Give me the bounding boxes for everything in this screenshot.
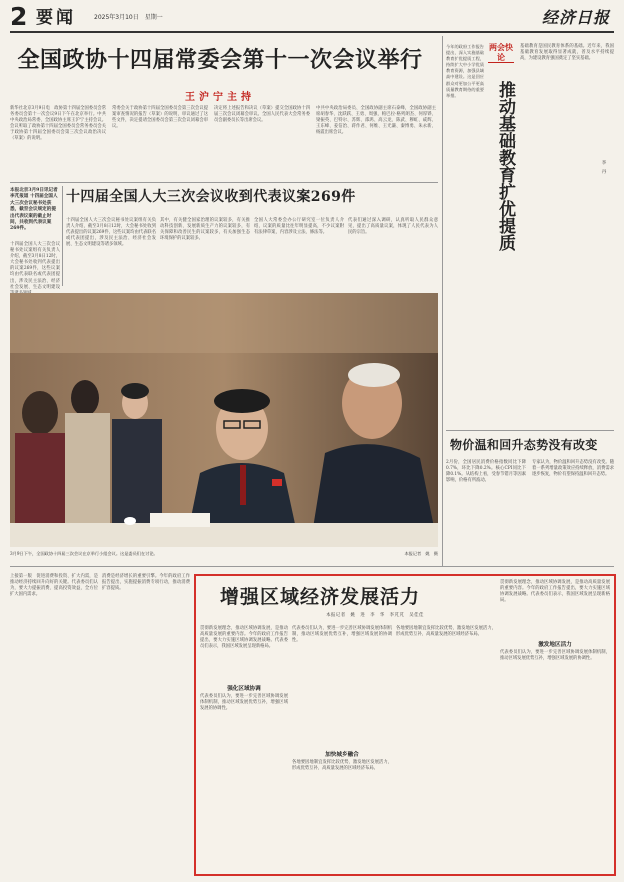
commentary-author: 李 丹: [601, 160, 606, 174]
article2-col4: 代表们通过深入调研，认真听取人民群众意见，提出了高质量议案，体现了人民代表为人民的宗旨。: [348, 218, 438, 236]
article4-col3: 各地要因地制宜发挥比较优势，激发地区发展活力，形成优势互补、高质量发展的区域经济布局。: [396, 626, 496, 638]
newspaper-logo: 经济日报: [541, 8, 610, 27]
article4-headline: 增强区域经济发展活力: [220, 586, 421, 608]
article2-intro: 本报北京3月9日讯记者李芃报道 十四届全国人大三次会议秘书处获悉，截至会议规定的提出代表议案的截止时间，共收到代表议案269件。: [10, 188, 58, 232]
photo-credit: 本报记者 姚 摄: [404, 551, 438, 556]
header-rule: [10, 31, 614, 33]
article4-subhead3: 激发地区活力: [538, 642, 572, 648]
article1-col4: 中共中央政治局委员、全国政协副主席石泰峰，全国政协副主席胡春华、沈跃跃、王勇、周强、帕巴拉·格列朗杰、何厚铧、梁振英、巴特尔、苏辉、邵鸿、高云龙、陈武、穆虹、咸辉、王东峰、姜信治、蒋作君、何维、王光谦、秦博勇、朱永新、杨震出席会议。: [316, 106, 436, 136]
article4-subhead1: 强化区域协调: [227, 686, 261, 692]
article1-headline: 全国政协十四届常委会第十一次会议举行: [17, 48, 423, 73]
commentary-tag: 两会快论: [489, 42, 513, 62]
news-photo: [10, 293, 438, 547]
commentary-headline: 推动基础教育扩优提质: [495, 81, 515, 251]
article1-subhead: 王沪宁主持: [185, 92, 255, 103]
article2-headline: 十四届全国人大三次会议收到代表议案269件: [66, 189, 356, 205]
bottom-col1: 上接第一版 促进消费和投资、扩大内需，是推动经济持续回升向好的关键。代表委员们认为，要大力提振消费、提高投资效益，全方位扩大国内需求。: [10, 574, 98, 598]
bottom-col2: 消费是经济增长的重要引擎。今年的政府工作报告提出，实施提振消费专项行动，推动消费扩容提质。: [102, 574, 190, 592]
photo-illustration: [10, 293, 438, 547]
article3-col2: 专家认为，物价温和回升态势没有改变。随着一系列增量政策效应持续释放，消费需求逐步恢复，物价有望保持温和回升态势。: [532, 460, 614, 478]
commentary-col2: 基础教育是国民教育体系的基础。近年来，我国基础教育发展取得显著成就，普及水平持续提高，为建设教育强国奠定了坚实基础。: [520, 44, 614, 62]
divider: [446, 430, 614, 431]
photo-caption: 3月9日下午，全国政协十四届三次会议在京举行小组会议。这是委员们在讨论。: [10, 551, 158, 556]
section-title: 要闻: [36, 8, 76, 28]
article2-col1: 十四届全国人大三次会议秘书处议案组有关负责人介绍，截至3月8日12时，大会秘书处收到代表提出的议案269件，这些议案均由代表联名或代表团提出，涉及民主法治、经济社会发展、生态文明建设等诸多领域。: [66, 218, 156, 248]
page-number: 2: [10, 2, 28, 31]
divider: [10, 182, 438, 183]
article4-col2: 代表委员们认为，要进一步完善区域协调发展体制机制，推动区域发展优势互补，增强区域发展的协调性。: [292, 626, 392, 644]
article3-col1: 2月份，全国居民消费价格指数同比下降0.7%，环比下降0.2%。核心CPI同比下降0.1%。从结构上看，受春节错月等因素影响，价格有所波动。: [446, 460, 526, 484]
article1-col3: 决定将上述报告和决议（草案）提交全国政协十四届三次会议闭幕会审议。全国人民代表大会常务委员会副委员长等出席会议。: [214, 106, 310, 124]
article4-col4-top: 贯彻新发展理念，推动区域协调发展，是推动高质量发展的重要内容。今年的政府工作报告提出，要大力实施区域协调发展战略。代表委员们表示，我国区域发展呈现新格局。: [500, 580, 610, 604]
column-divider: [442, 36, 443, 566]
article4-col1b: 代表委员们认为，要进一步完善区域协调发展体制机制，推动区域发展优势互补，增强区域发展的协调性。: [200, 694, 288, 712]
column-divider: [62, 186, 63, 286]
article4-col4: 代表委员们认为，要进一步完善区域协调发展体制机制，推动区域发展优势互补，增强区域发展的协调性。: [500, 650, 610, 662]
divider: [10, 566, 614, 567]
article4-col2b: 各地要因地制宜发挥比较优势，激发地区发展活力，形成优势互补、高质量发展的区域经济布局。: [292, 760, 392, 772]
article2-col2: 其中，有关健全国家治理的议案较多，有关推动科技创新、发展新质生产力的议案较多，有关保障和改善民生的议案较多，有关加强生态环境保护的议案较多。: [160, 218, 250, 242]
article4-byline: 本报记者 姚 进 李 华 李芃芃 吴佳佳: [326, 613, 424, 618]
commentary-col1: 今年的政府工作报告提出，深入实施基础教育扩优提质工程，持续扩大中小学优质教育资源，加强县域高中建设。这是回应群众对更加公平更高质量教育期待的重要举措。: [446, 44, 484, 98]
article4-col1: 贯彻新发展理念，推动区域协调发展，是推动高质量发展的重要内容。今年的政府工作报告提出，要大力实施区域协调发展战略。代表委员们表示，我国区域发展呈现新格局。: [200, 626, 288, 650]
article3-headline: 物价温和回升态势没有改变: [450, 438, 598, 452]
article1-col1: 新华社北京3月9日电 政协第十四届全国委员会常务委员会第十一次会议9日下午在北京举行。中共中央政治局常委、全国政协主席王沪宁主持会议。会议听取了政协第十四届全国委员会常务委员会关于政协第十四届全国委员会第三次会议政治决议（草案）的说明。: [10, 106, 106, 142]
article2-intro-body: 十四届全国人大三次会议秘书处议案组有关负责人介绍，截至3月8日12时，大会秘书处收到代表提出的议案269件，这些议案均由代表联名或代表团提出，涉及民主法治、经济社会发展、生态文明建设: [10, 242, 60, 290]
article4-subhead2: 加快城乡融合: [325, 752, 359, 758]
article1-col2: 常委会关于政协第十四届全国委员会第三次会议提案审查情况的报告（草案）的说明，审议通过了这些文件，决定提请全国委员会第三次会议闭幕会审议。: [112, 106, 208, 130]
article2-col3: 全国人大常委会办公厅研究室一位负责人介绍，议案的质量比往年明显提高，不少议案附有法律草案，内容涉及立法、修法等。: [254, 218, 344, 236]
issue-date: 2025年3月10日 星期一: [94, 14, 163, 21]
